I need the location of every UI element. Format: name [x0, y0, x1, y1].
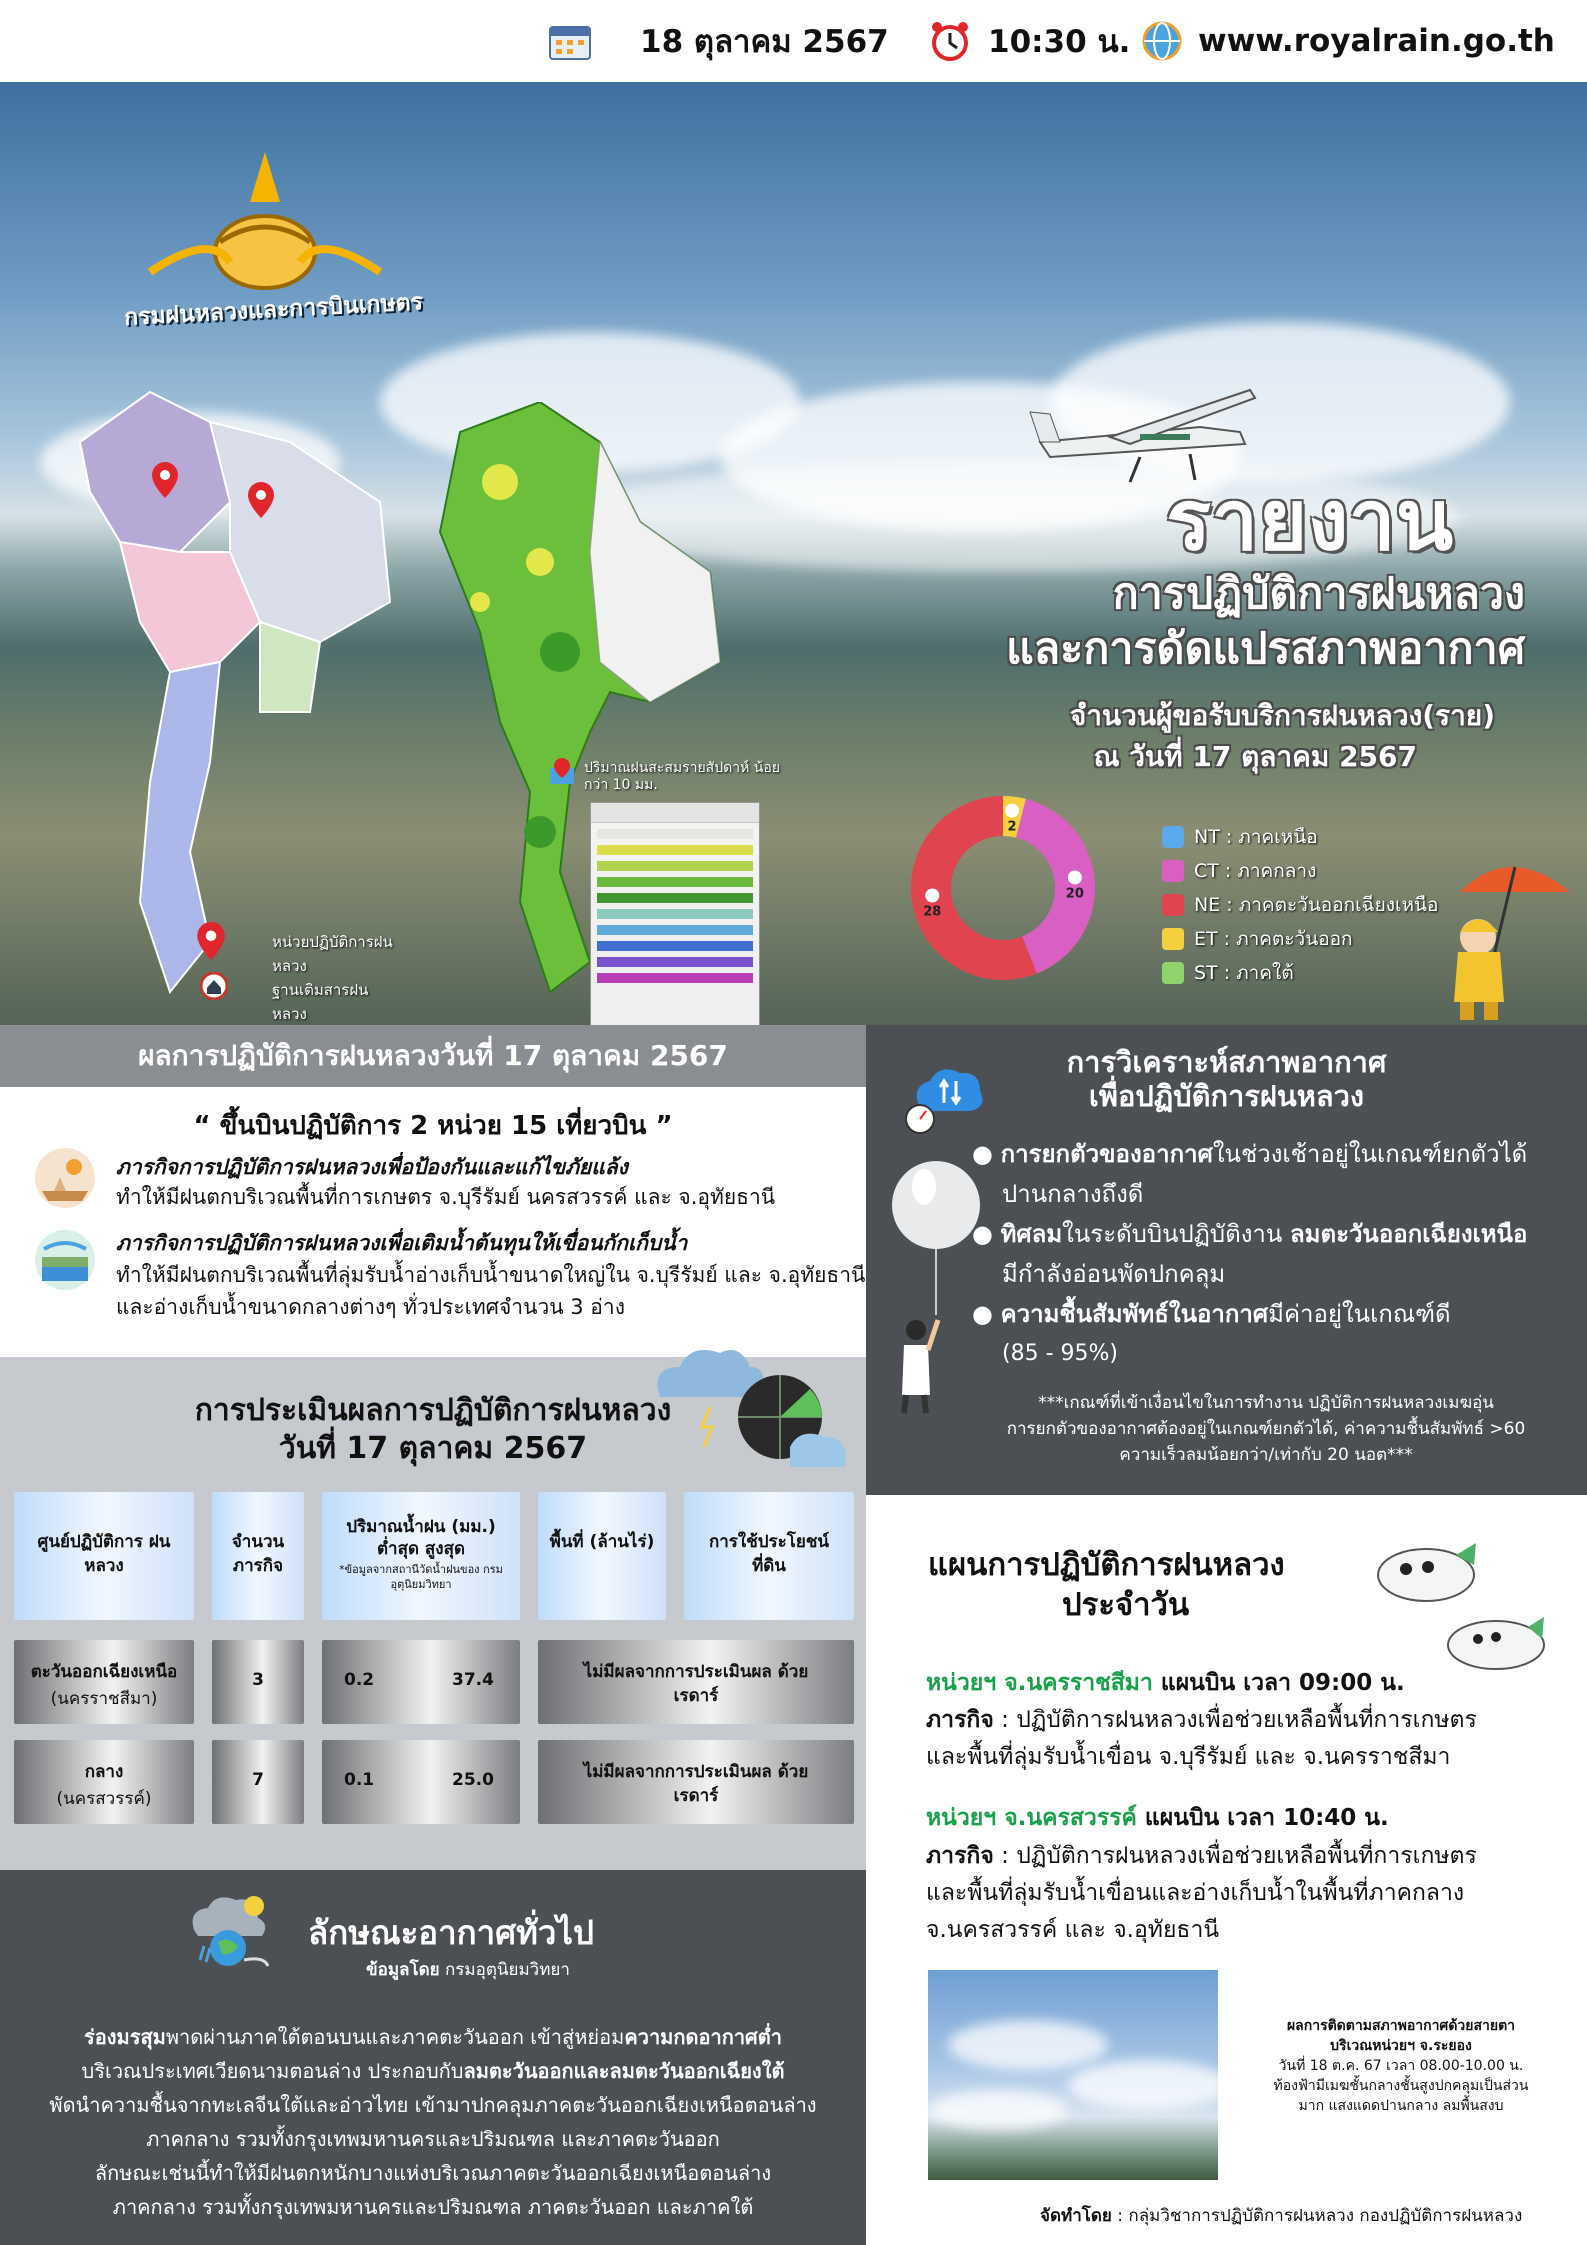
analysis-b1-text: ในช่วงเช้าอยู่ในเกณฑ์ยกตัวได้: [1212, 1140, 1528, 1168]
request-donut-chart: [908, 788, 1098, 988]
legend-swatch-ne: [1162, 894, 1184, 916]
weather-source: [366, 1956, 570, 1983]
footer-credit: [1040, 2202, 1522, 2229]
analysis-bullet-2: ● ทิศลมในระดับบินปฏิบัติงาน ลมตะวันออกเฉียงเหนือ: [972, 1220, 1528, 1248]
report-date: 18 ตุลาคม 2567: [640, 24, 889, 60]
drought-icon: [34, 1147, 96, 1213]
calendar-icon: [548, 18, 592, 64]
top-bar: [0, 0, 1587, 82]
donut-label-2: 28: [923, 904, 942, 920]
table-row-1-center: ตะวันออกเฉียงเหนือ (นครราชสีมา): [14, 1640, 194, 1724]
weather-balloon-icon: [884, 1145, 994, 1419]
unit-pin-icon-2: [248, 482, 274, 522]
plan-u2-text3: จ.นครสวรรค์ และ จ.อุทัยธานี: [926, 1917, 1220, 1943]
base-icon: [200, 972, 228, 1004]
analysis-b2-text: ในระดับบินปฏิบัติงาน: [1062, 1220, 1283, 1248]
table-row-1-missions: 3: [212, 1640, 304, 1724]
plan-u1-label: ภารกิจ: [926, 1707, 994, 1733]
rainfall-legend-box: [590, 802, 760, 1025]
hero-section: [0, 82, 1587, 1025]
th-rain-label: ปริมาณน้ำฝน (มม.): [346, 1517, 496, 1537]
weather-p1-bold: ร่องมรสุม: [84, 2025, 166, 2049]
legend-swatch-st: [1162, 962, 1184, 984]
photo-caption: [1226, 2016, 1576, 2116]
plan-u1-text2: และพื้นที่ลุ่มรับน้ำเขื่อน จ.บุรีรัมย์ และ จ.นครราชสีมา: [926, 1744, 1451, 1770]
weather-line-2: [0, 2054, 866, 2088]
table-row-1-rain: 0.2 37.4: [322, 1640, 520, 1724]
th-area: พื้นที่ (ล้านไร่): [538, 1492, 666, 1620]
flights-summary: “ ขึ้นบินปฏิบัติการ 2 หน่วย 15 เที่ยวบิน ”: [193, 1111, 673, 1141]
weather-line-4: ภาคกลาง รวมทั้งกรุงเทพมหานครและปริมณฑล และภาคตะวันออก: [146, 2127, 720, 2151]
evaluation-title-2: วันที่ 17 ตุลาคม 2567: [278, 1431, 588, 1466]
table-row-1-result: ไม่มีผลจากการประเมินผล ด้วยเรดาร์: [538, 1640, 854, 1724]
evaluation-title-1: การประเมินผลการปฏิบัติการฝนหลวง: [194, 1393, 672, 1428]
weather-p2-bold: ลมตะวันออกและลมตะวันออกเฉียงใต้: [463, 2059, 785, 2083]
legend-label-ne: NE : ภาคตะวันออกเฉียงเหนือ: [1194, 894, 1439, 916]
plan-u2-text2: และพื้นที่ลุ่มรับน้ำเขื่อนและอ่างเก็บน้ำในพื้นที่ภาคกลาง: [926, 1880, 1465, 1906]
rain-note: ปริมาณฝนสะสมรายสัปดาห์ น้อยกว่า 10 มม.: [584, 760, 780, 793]
th-rain-note: *ข้อมูลจากสถานีวัดน้ำฝนของ กรมอุตุนิยมวิทยา: [339, 1563, 503, 1591]
plan-u2-text1: : ปฏิบัติการฝนหลวงเพื่อช่วยเหลือพื้นที่การเกษตร: [993, 1843, 1477, 1869]
analysis-b1-bold: การยกตัวของอากาศ: [1000, 1140, 1213, 1168]
mission2-title: ภารกิจการปฏิบัติการฝนหลวงเพื่อเติมน้ำต้นทุนให้เขื่อนกักเก็บน้ำ: [116, 1231, 688, 1255]
th-missions: จำนวน ภารกิจ: [212, 1492, 304, 1620]
analysis-b2-cont: มีกำลังอ่อนพัดปกคลุม: [1002, 1260, 1226, 1288]
donut-label-3: 2: [1007, 819, 1017, 835]
plan-title-2: ประจำวัน: [1062, 1587, 1190, 1623]
analysis-b3-text: มีค่าอยู่ในเกณฑ์ดี: [1268, 1300, 1451, 1328]
analysis-title-1: การวิเคราะห์สภาพอากาศ: [1066, 1045, 1387, 1079]
table-row-2-result: ไม่มีผลจากการประเมินผล ด้วยเรดาร์: [538, 1740, 854, 1824]
donut-person-icon-3: [1005, 804, 1019, 818]
analysis-title-2: เพื่อปฏิบัติการฝนหลวง: [1088, 1079, 1365, 1113]
legend-item-nt: [1162, 822, 1318, 852]
legend-item-et: [1162, 924, 1353, 954]
sky-photo: [928, 1970, 1218, 2180]
plan-u1-line-1: [926, 1702, 1477, 1739]
unit-pin-icon-1: [152, 462, 178, 502]
weather-cloud-icon: [184, 1890, 274, 1978]
weather-line-3: พัดนำความชื้นจากทะเลจีนใต้และอ่าวไทย เข้ามาปกคลุมภาคตะวันออกเฉียงเหนือตอนล่าง: [49, 2093, 817, 2117]
analysis-panel: [866, 1025, 1587, 1495]
mission1-text: ทำให้มีฝนตกบริเวณพื้นที่การเกษตร จ.บุรีรัมย์ นครสวรรค์ และ จ.อุทัยธานี: [116, 1185, 776, 1209]
table-row-2-center: กลาง (นครสวรรค์): [14, 1740, 194, 1824]
photo-text-3: มาก แสงแดดปานกลาง ลมพื้นสงบ: [1298, 2098, 1504, 2114]
hero-subtitle-2: และการดัดแปรสภาพอากาศ: [1006, 624, 1525, 674]
result-panel: [0, 1087, 866, 1357]
mission2-text-1: ทำให้มีฝนตกบริเวณพื้นที่ลุ่มรับน้ำอ่างเก็บน้ำขนาดใหญ่ใน จ.บุรีรัมย์ และ จ.อุทัยธานี: [116, 1263, 866, 1287]
result-header: ผลการปฏิบัติการฝนหลวงวันที่ 17 ตุลาคม 2567: [0, 1025, 866, 1087]
weather-body: [0, 2020, 866, 2224]
logo-text: กรมฝนหลวงและการบินเกษตร: [123, 289, 424, 331]
th-benefit: การใช้ประโยชน์ ที่ดิน: [684, 1492, 854, 1620]
analysis-b1-cont: ปานกลางถึงดี: [1002, 1180, 1144, 1208]
weather-source-name: กรมอุตุนิยมวิทยา: [439, 1960, 570, 1980]
weather-line-1: [0, 2020, 866, 2054]
th-rain-sub: ต่ำสุด สูงสุด: [376, 1539, 465, 1559]
dam-icon: [34, 1229, 96, 1295]
umbrella-girl-icon: [1420, 852, 1580, 1025]
photo-sub: บริเวณหน่วยฯ จ.ระยอง: [1330, 2038, 1472, 2054]
weather-panel: [0, 1870, 866, 2245]
legend-label-et: ET : ภาคตะวันออก: [1194, 928, 1353, 950]
weather-p1-text: พาดผ่านภาคใต้ตอนบนและภาคตะวันออก เข้าสู่หย่อม: [165, 2025, 625, 2049]
plan-unit-2-header: [926, 1800, 1389, 1837]
agency-logo: [110, 142, 424, 331]
donut-label-1: 20: [1065, 886, 1084, 902]
analysis-b2-bold: ทิศลม: [1000, 1220, 1063, 1248]
legend-item-ct: [1162, 856, 1316, 886]
th-rain: [322, 1492, 520, 1620]
analysis-note-1: ***เกณฑ์ที่เข้าเงื่อนไขในการทำงาน ปฏิบัติการฝนหลวงเมฆอุ่น: [1038, 1393, 1494, 1413]
legend-unit-label: หน่วยปฏิบัติการฝนหลวง: [272, 933, 393, 975]
legend-label-nt: NT : ภาคเหนือ: [1194, 826, 1318, 848]
plan-unit-1-header: [926, 1665, 1405, 1702]
analysis-note: [956, 1390, 1576, 1468]
legend-base-label: ฐานเติมสารฝนหลวง: [272, 981, 369, 1023]
request-title: จำนวนผู้ขอรับบริการฝนหลวง(ราย): [1069, 699, 1495, 732]
plan-u2-time: แผนบิน เวลา 10:40 น.: [1136, 1805, 1389, 1831]
donut-person-icon-2: [925, 888, 939, 902]
map-pin-icon: [196, 922, 226, 964]
analysis-b2-bold2: ลมตะวันออกเฉียงเหนือ: [1289, 1220, 1528, 1248]
legend-item-st: [1162, 958, 1294, 988]
request-date: ณ วันที่ 17 ตุลาคม 2567: [1093, 740, 1417, 773]
report-time: 10:30 น.: [988, 24, 1131, 60]
mission1-title: ภารกิจการปฏิบัติการฝนหลวงเพื่อป้องกันและแก้ไขภัยแล้ง: [116, 1155, 628, 1179]
weather-line-6: ภาคกลาง รวมทั้งกรุงเทพมหานครและปริมณฑล ภาคตะวันออก และภาคใต้: [112, 2195, 754, 2219]
weather-source-label: ข้อมูลโดย: [366, 1960, 440, 1980]
evaluation-panel: [0, 1357, 866, 1870]
map-location-icon: [548, 758, 576, 790]
weather-line-5: ลักษณะเช่นนี้ทำให้มีฝนตกหนักบางแห่งบริเวณภาคตะวันออกเฉียงเหนือตอนล่าง: [94, 2161, 772, 2185]
weather-p2-text: บริเวณประเทศเวียดนามตอนล่าง ประกอบกับ: [81, 2059, 464, 2083]
analysis-bullet-1: ● การยกตัวของอากาศในช่วงเช้าอยู่ในเกณฑ์ยกตัวได้: [972, 1140, 1528, 1168]
analysis-b3-bold: ความชื้นสัมพัทธ์ในอากาศ: [1000, 1300, 1269, 1328]
plan-u2-name: หน่วยฯ จ.นครสวรรค์: [926, 1805, 1137, 1831]
photo-text-1: วันที่ 18 ต.ค. 67 เวลา 08.00-10.00 น.: [1278, 2058, 1524, 2074]
donut-person-icon-1: [1068, 870, 1082, 884]
hero-subtitle-1: การปฏิบัติการฝนหลวง: [1112, 569, 1525, 619]
website-link[interactable]: www.royalrain.go.th: [1198, 23, 1555, 59]
th-center: ศูนย์ปฏิบัติการ ฝนหลวง: [14, 1492, 194, 1620]
footer-text: : กลุ่มวิชาการปฏิบัติการฝนหลวง กองปฏิบัติการฝนหลวง: [1111, 2206, 1523, 2226]
region-map: [60, 382, 400, 1023]
plan-u2-label: ภารกิจ: [926, 1843, 994, 1869]
plan-u1-text1: : ปฏิบัติการฝนหลวงเพื่อช่วยเหลือพื้นที่การเกษตร: [993, 1707, 1477, 1733]
analysis-note-3: ความเร็วลมน้อยกว่า/เท่ากับ 20 นอต***: [1119, 1445, 1413, 1465]
weather-title: ลักษณะอากาศทั่วไป: [308, 1913, 594, 1952]
legend-swatch-et: [1162, 928, 1184, 950]
analysis-b3-cont: (85 - 95%): [1002, 1341, 1118, 1366]
mission2-text-2: และอ่างเก็บน้ำขนาดกลางต่างๆ ทั่วประเทศจำนวน 3 อ่าง: [116, 1295, 625, 1319]
photo-text-2: ท้องฟ้ามีเมฆชั้นกลางชั้นสูงปกคลุมเป็นส่วน: [1273, 2078, 1529, 2094]
legend-label-ct: CT : ภาคกลาง: [1194, 860, 1317, 882]
weather-p1-bold2: ความกดอากาศต่ำ: [624, 2025, 782, 2049]
plan-u1-name: หน่วยฯ จ.นครราชสีมา: [926, 1670, 1153, 1696]
legend-swatch-nt: [1162, 826, 1184, 848]
table-row-2-missions: 7: [212, 1740, 304, 1824]
plan-title-1: แผนการปฏิบัติการฝนหลวง: [928, 1547, 1285, 1583]
globe-icon: [1140, 18, 1184, 64]
alarm-clock-icon: [928, 18, 972, 64]
footer-label: จัดทำโดย: [1040, 2206, 1112, 2226]
plan-u1-time: แผนบิน เวลา 09:00 น.: [1152, 1670, 1405, 1696]
plan-u2-line-1: [926, 1838, 1477, 1875]
table-row-2-rain: 0.1 25.0: [322, 1740, 520, 1824]
photo-title: ผลการติดตามสภาพอากาศด้วยสายตา: [1286, 2018, 1516, 2034]
analysis-note-2: การยกตัวของอากาศต้องอยู่ในเกณฑ์ยกตัวได้, ค่าความชื้นสัมพัทธ์ >60: [1006, 1419, 1526, 1439]
hero-title: รายงาน: [1166, 471, 1454, 569]
legend-label-st: ST : ภาคใต้: [1194, 962, 1294, 984]
legend-item-ne: [1162, 890, 1438, 920]
analysis-bullet-3: ● ความชื้นสัมพัทธ์ในอากาศมีค่าอยู่ในเกณฑ์ดี: [972, 1300, 1451, 1328]
legend-swatch-ct: [1162, 860, 1184, 882]
